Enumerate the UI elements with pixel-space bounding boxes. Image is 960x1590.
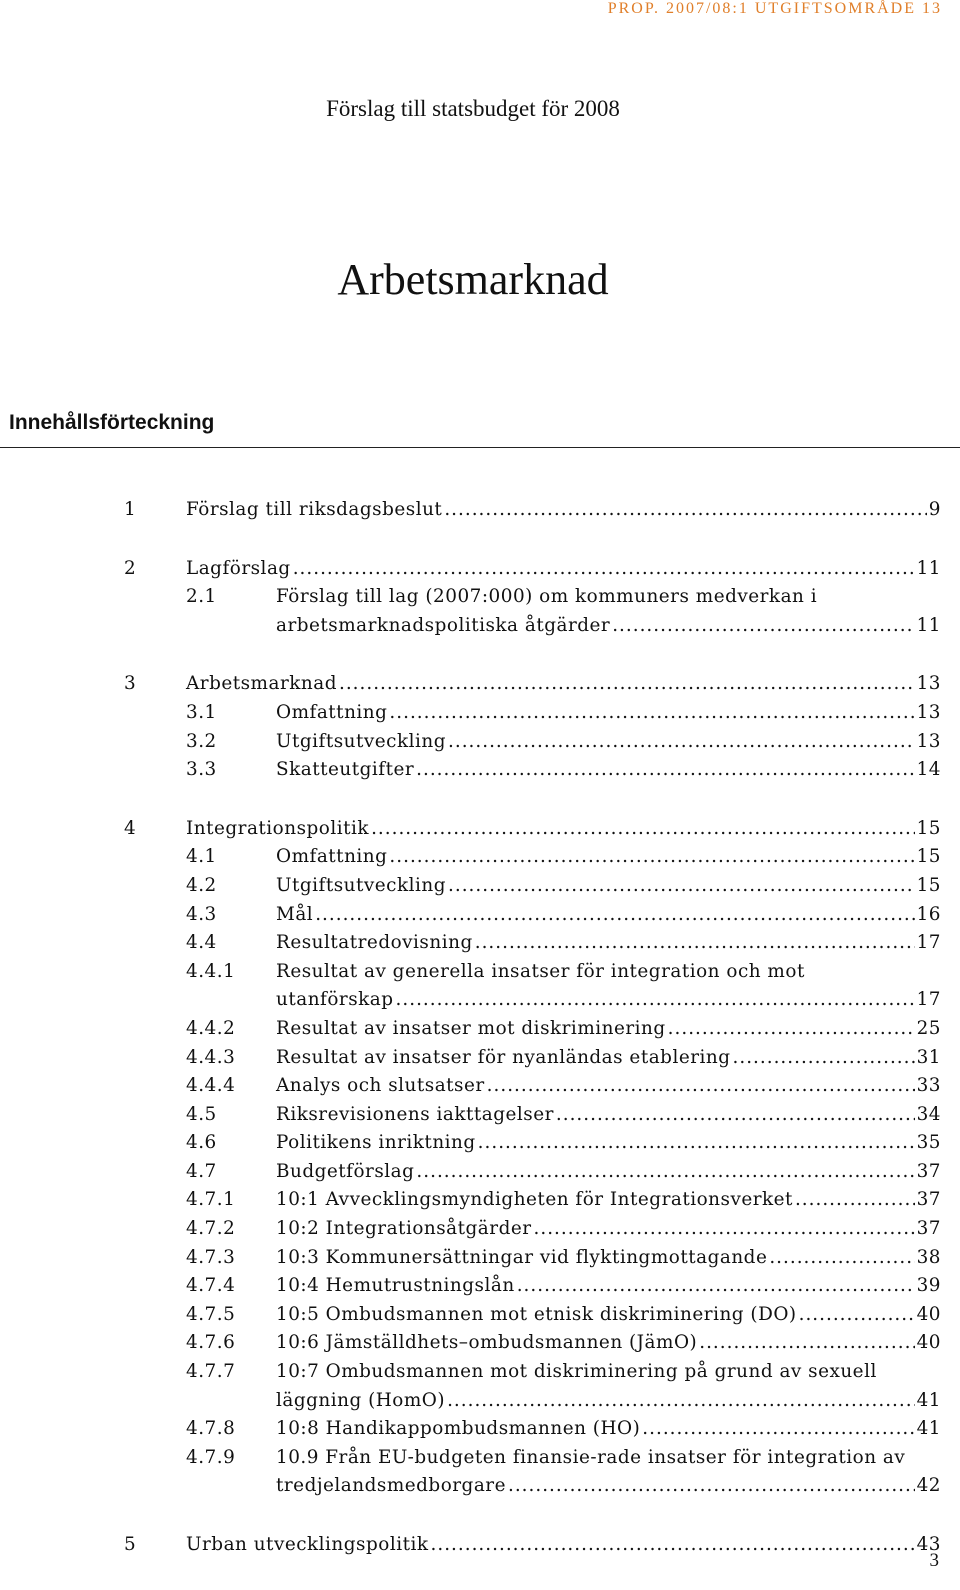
toc-entry-title: Resultat av generella insatser för integration och mot	[276, 960, 805, 982]
toc-entry-number: 4.7.1	[186, 1189, 236, 1211]
toc-entry-number: 4.7.5	[186, 1303, 236, 1325]
dot-leader	[371, 815, 915, 844]
toc-entry-title: läggning (HomO)	[276, 1389, 446, 1411]
toc-entry-title: tredjelandsmedborgare	[276, 1475, 506, 1497]
toc-entry[interactable]	[0, 555, 960, 584]
dot-leader	[416, 1158, 914, 1187]
toc-entry-title: Budgetförslag	[276, 1160, 415, 1182]
dot-leader	[444, 496, 926, 525]
toc-entry-title: 10:4 Hemutrustningslån	[276, 1275, 515, 1297]
dot-leader	[769, 1244, 914, 1273]
dot-leader	[517, 1272, 915, 1301]
toc-entry[interactable]	[0, 1186, 960, 1215]
toc-entry[interactable]	[0, 1444, 960, 1501]
toc-entry-title: 10:6 Jämställdhets–ombudsmannen (JämO)	[276, 1332, 698, 1354]
toc-entry-number: 2	[124, 557, 137, 579]
toc-entry-title: 10:1 Avvecklingsmyndigheten för Integrationsverket	[276, 1189, 793, 1211]
toc-section	[0, 555, 960, 641]
dot-leader	[448, 728, 915, 757]
toc-entry-title: Riksrevisionens iakttagelser	[276, 1103, 554, 1125]
toc-entry[interactable]	[0, 1101, 960, 1130]
dot-leader	[396, 986, 915, 1015]
document-subtitle: Förslag till statsbudget för 2008	[326, 96, 620, 121]
toc-entry-number: 4.1	[186, 846, 217, 868]
toc-entry-title: Arbetsmarknad	[186, 673, 337, 695]
toc-entry-number: 4.4.2	[186, 1017, 236, 1039]
toc-entry-title: Resultat av insatser för nyanländas etablering	[276, 1046, 731, 1068]
toc-entry-page: 40	[916, 1303, 941, 1325]
toc-entry-number: 4.7.4	[186, 1275, 236, 1297]
toc-entry-title: Förslag till riksdagsbeslut	[186, 499, 443, 520]
toc-entry[interactable]	[0, 901, 960, 930]
toc-entry-number: 4.7.6	[186, 1332, 236, 1354]
dot-leader	[389, 843, 914, 872]
toc-entry-title: Lagförslag	[186, 557, 291, 579]
toc-entry-title: Skatteutgifter	[276, 759, 415, 781]
toc-entry-title: 10.9 Från EU-budgeten finansie-rade insatser för integration av	[276, 1446, 906, 1468]
toc-entry-title: Omfattning	[276, 701, 388, 723]
toc-entry-title: Förslag till lag (2007:000) om kommuners medverkan i	[276, 586, 818, 608]
toc-entry-page: 41	[916, 1418, 941, 1440]
toc-entry-page: 37	[916, 1189, 941, 1211]
toc-entry-page: 14	[916, 759, 941, 781]
toc-entry-page: 34	[916, 1103, 941, 1125]
toc-entry-title: arbetsmarknadspolitiska åtgärder	[276, 614, 611, 636]
toc-entry-number: 4.5	[186, 1103, 217, 1125]
toc-entry[interactable]	[0, 1272, 960, 1301]
toc-entry[interactable]	[0, 1072, 960, 1101]
toc-entry[interactable]	[0, 1129, 960, 1158]
toc-entry-number: 4.7.7	[186, 1361, 236, 1383]
toc-entry-title: Analys och slutsatser	[276, 1075, 485, 1097]
toc-entry-page: 37	[916, 1218, 941, 1240]
toc-entry-number: 3	[124, 673, 137, 695]
toc-entry[interactable]	[0, 496, 960, 525]
toc-entry-page: 15	[916, 817, 941, 839]
toc-entry[interactable]	[0, 583, 960, 640]
toc-entry-number: 3.1	[186, 701, 217, 723]
toc-entry-number: 4.4	[186, 932, 217, 954]
dot-leader	[733, 1044, 915, 1073]
dot-leader	[315, 901, 914, 930]
dot-leader	[642, 1415, 914, 1444]
dot-leader	[799, 1301, 915, 1330]
toc-entry-title: 10:8 Handikappombudsmannen (HO)	[276, 1418, 641, 1440]
toc-entry-number: 4.6	[186, 1132, 217, 1154]
dot-leader	[795, 1186, 915, 1215]
toc-entry-page: 37	[916, 1160, 941, 1182]
dot-leader	[699, 1329, 914, 1358]
toc-entry-title: Utgiftsutveckling	[276, 730, 447, 752]
toc-entry-title: Utgiftsutveckling	[276, 874, 447, 896]
toc-entry-page: 38	[916, 1246, 941, 1268]
toc-entry-title: Urban utvecklingspolitik	[186, 1534, 429, 1555]
toc-entry-title: 10:3 Kommunersättningar vid flyktingmottagande	[276, 1246, 768, 1268]
toc-entry[interactable]	[0, 1215, 960, 1244]
dot-leader	[534, 1215, 915, 1244]
dot-leader	[339, 670, 915, 699]
toc-entry-title: 10:5 Ombudsmannen mot etnisk diskriminering (DO)	[276, 1303, 797, 1325]
document-title: Arbetsmarknad	[337, 255, 609, 304]
dot-leader	[508, 1472, 915, 1501]
toc-entry-title: Integrationspolitik	[186, 817, 370, 839]
toc-entry[interactable]	[0, 756, 960, 785]
dot-leader	[475, 929, 915, 958]
toc-entry[interactable]	[0, 872, 960, 901]
toc-entry-page: 17	[916, 932, 941, 954]
toc-entry-page: 13	[916, 673, 941, 695]
toc-entry[interactable]	[0, 1329, 960, 1358]
dot-leader	[487, 1072, 915, 1101]
toc-entry-number: 4.4.3	[186, 1046, 236, 1068]
dot-leader	[447, 1387, 915, 1416]
toc-entry-number: 2.1	[186, 586, 217, 608]
toc-entry[interactable]	[0, 1415, 960, 1444]
dot-leader	[431, 1531, 915, 1560]
toc-entry-page: 31	[916, 1046, 941, 1068]
toc-entry[interactable]	[0, 728, 960, 757]
page-number: 3	[929, 1550, 939, 1571]
toc-entry-page: 33	[916, 1075, 941, 1097]
toc-entry-page: 39	[916, 1275, 941, 1297]
toc-entry-number: 4.4.1	[186, 960, 236, 982]
toc-entry-title: Politikens inriktning	[276, 1132, 476, 1154]
toc-entry-page: 13	[916, 730, 941, 752]
toc-entry[interactable]	[0, 1158, 960, 1187]
running-header: PROP. 2007/08:1 UTGIFTSOMRÅDE 13	[607, 0, 942, 17]
toc-entry-page: 17	[916, 989, 941, 1011]
toc-entry-number: 4	[124, 817, 137, 839]
toc-entry-page: 42	[916, 1475, 941, 1497]
toc-section	[0, 1531, 960, 1560]
toc-entry-title: Omfattning	[276, 846, 388, 868]
toc-entry-title: Resultat av insatser mot diskriminering	[276, 1017, 666, 1039]
dot-leader	[416, 756, 914, 785]
toc-entry-page: 16	[916, 903, 941, 925]
toc-entry-number: 4.7.3	[186, 1246, 236, 1268]
toc-entry[interactable]	[0, 670, 960, 699]
toc-entry-number: 4.3	[186, 903, 217, 925]
toc-entry-title: utanförskap	[276, 989, 394, 1011]
toc-entry-number: 5	[124, 1534, 137, 1555]
toc-entry-number: 3.3	[186, 759, 217, 781]
dot-leader	[668, 1015, 915, 1044]
table-of-contents	[0, 496, 960, 1590]
toc-section	[0, 496, 960, 525]
dot-leader	[293, 555, 915, 584]
toc-entry-page: 11	[916, 557, 941, 579]
toc-entry[interactable]	[0, 1358, 960, 1415]
toc-entry-number: 4.7.9	[186, 1446, 236, 1468]
toc-entry-number: 3.2	[186, 730, 217, 752]
toc-entry-page: 25	[916, 1017, 941, 1039]
heading-divider	[0, 447, 960, 448]
toc-entry[interactable]	[0, 1531, 960, 1560]
toc-entry-number: 4.4.4	[186, 1075, 236, 1097]
toc-entry[interactable]	[0, 699, 960, 728]
dot-leader	[556, 1101, 915, 1130]
toc-entry-page: 40	[916, 1332, 941, 1354]
toc-entry-number: 4.7.8	[186, 1418, 236, 1440]
toc-entry-number: 4.7	[186, 1160, 217, 1182]
toc-entry[interactable]	[0, 1015, 960, 1044]
toc-entry[interactable]	[0, 1244, 960, 1273]
toc-entry-page: 35	[916, 1132, 941, 1154]
toc-entry[interactable]	[0, 958, 960, 1015]
toc-entry-title: 10:2 Integrationsåtgärder	[276, 1218, 532, 1240]
toc-entry[interactable]	[0, 843, 960, 872]
toc-section	[0, 815, 960, 1501]
toc-entry-page: 43	[916, 1534, 941, 1555]
dot-leader	[389, 699, 914, 728]
toc-entry-page: 15	[916, 846, 941, 868]
toc-entry-title: Resultatredovisning	[276, 932, 473, 954]
toc-entry-page: 41	[916, 1389, 941, 1411]
toc-entry-number: 4.2	[186, 874, 217, 896]
toc-entry[interactable]	[0, 1301, 960, 1330]
toc-entry-title: Mål	[276, 903, 314, 925]
dot-leader	[612, 612, 914, 641]
toc-entry-page: 15	[916, 874, 941, 896]
toc-entry-number: 1	[124, 499, 137, 520]
toc-entry-page: 13	[916, 701, 941, 723]
toc-entry[interactable]	[0, 929, 960, 958]
toc-heading: Innehållsförteckning	[9, 411, 215, 434]
toc-entry-page: 9	[928, 499, 941, 520]
toc-entry-number: 4.7.2	[186, 1218, 236, 1240]
toc-entry-page: 11	[916, 614, 941, 636]
dot-leader	[448, 872, 915, 901]
toc-entry[interactable]	[0, 815, 960, 844]
toc-entry-title: 10:7 Ombudsmannen mot diskriminering på grund av sexuell	[276, 1361, 877, 1383]
dot-leader	[478, 1129, 915, 1158]
toc-section	[0, 670, 960, 784]
toc-entry[interactable]	[0, 1044, 960, 1073]
